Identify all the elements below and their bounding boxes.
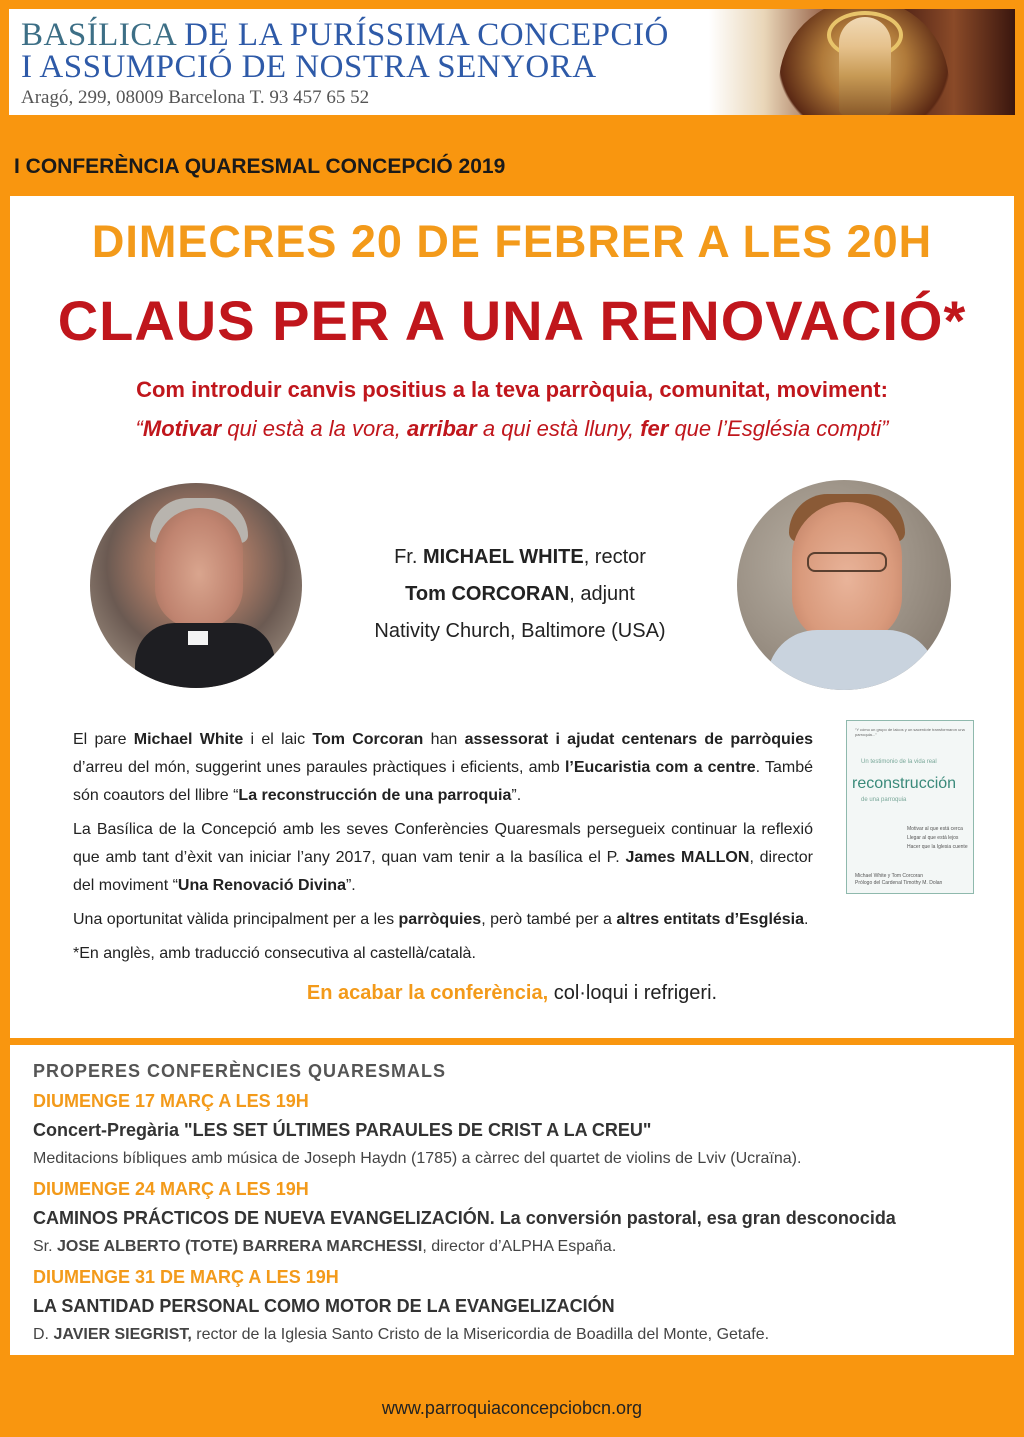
closing-rest: col·loqui i refrigeri.: [548, 982, 718, 1004]
michael-white-photo: [90, 483, 302, 688]
book-cover-title: reconstrucción: [852, 775, 957, 792]
upcoming-item: [33, 1179, 1003, 1256]
bold-text: l’Eucaristia com a centre: [564, 759, 756, 776]
upcoming-title: LA SANTIDAD PERSONAL COMO MOTOR DE LA EVANGELIZACIÓN: [33, 1296, 615, 1316]
speaker1-name: MICHAEL WHITE: [422, 546, 584, 568]
description-paragraph-1: [73, 726, 813, 810]
description-paragraph-3: [73, 906, 903, 934]
text: rector de la Iglesia Santo Cristo de la Misericordia de Boadilla del Monte, Getafe.: [191, 1326, 770, 1343]
virgin-statue-image: [709, 9, 1015, 115]
basilica-name-line1b: DE LA PURÍSSIMA CONCEPCIÓ: [184, 17, 669, 53]
quote-word-fer: fer: [640, 416, 669, 441]
speaker2-role: , adjunt: [569, 583, 635, 605]
text: , però també per a: [481, 911, 617, 928]
event-title: CLAUS PER A UNA RENOVACIÓ*: [57, 289, 967, 352]
upcoming-heading: PROPERES CONFERÈNCIES QUARESMALS: [33, 1061, 447, 1081]
book-cover-kicker: Un testimonio de la vida real: [861, 759, 937, 765]
speaker-church: Nativity Church, Baltimore (USA): [374, 620, 666, 642]
upcoming-title: Concert-Pregària "LES SET ÚLTIMES PARAULES DE CRIST A LA CREU": [33, 1120, 652, 1140]
speaker-line-1: [320, 539, 720, 576]
book-cover-line: Motivar al que está cerca: [907, 826, 963, 832]
speakers-block: [320, 539, 720, 650]
book-cover-image: [846, 720, 974, 894]
closing-note: [10, 982, 1014, 1005]
text: ”.: [345, 877, 356, 894]
book-cover-subtitle: de una parroquia: [861, 797, 907, 803]
text: , director d’ALPHA España.: [422, 1238, 617, 1255]
basilica-name-line1a: BASÍLICA: [21, 17, 185, 53]
quote-word-arribar: arribar: [407, 416, 477, 441]
text: El pare: [73, 731, 134, 748]
text: han: [423, 731, 465, 748]
text: .: [804, 911, 809, 928]
face-shape: [792, 502, 902, 642]
closing-highlight: En acabar la conferència,: [306, 982, 549, 1004]
glasses-shape: [807, 552, 887, 572]
speaker1-prefix: Fr.: [394, 546, 423, 568]
event-quote: [10, 416, 1014, 442]
text: Sr.: [33, 1238, 58, 1255]
book-authors-line: Michael White y Tom Corcoran: [855, 873, 923, 879]
basilica-name: [21, 19, 669, 83]
book-cover-authors: [855, 873, 942, 887]
book-cover-tagline: “Y cómo un grupo de laicos y un sacerdote transformaron una parroquia...”: [855, 727, 965, 737]
book-cover-line: Hacer que la Iglesia cuente: [907, 844, 968, 850]
upcoming-conferences-panel: [10, 1045, 1014, 1355]
event-subtitle: Com introduir canvis positius a la teva parròquia, comunitat, moviment:: [136, 377, 888, 402]
upcoming-title: CAMINOS PRÁCTICOS DE NUEVA EVANGELIZACIÓN. La conversión pastoral, esa gran desconocida: [33, 1208, 896, 1228]
text: La Basílica de la Concepció amb les seves Conferències Quaresmals persegueix continuar la reflexió que amb tant d’èxit van iniciar l’any 2017, quan vam tenir a la basílica el P.: [73, 821, 813, 866]
website-link[interactable]: www.parroquiaconcepciobcn.org: [381, 1398, 643, 1418]
text: ”.: [511, 787, 522, 804]
speaker1-role: , rector: [583, 546, 646, 568]
upcoming-item: [33, 1267, 1003, 1344]
upcoming-date: DIUMENGE 24 MARÇ A LES 19H: [33, 1179, 309, 1199]
series-title: I CONFERÈNCIA QUARESMAL CONCEPCIÓ 2019: [14, 155, 506, 178]
quote-text-1: qui està a la vora,: [221, 416, 408, 441]
upcoming-description: [33, 1238, 1003, 1256]
quote-text-2: a qui està lluny,: [476, 416, 641, 441]
basilica-address: Aragó, 299, 08009 Barcelona T. 93 457 65 52: [21, 87, 370, 108]
text: d’arreu del món, suggerint unes paraules pràctiques i eficients, amb: [73, 759, 565, 776]
name-tom-corcoran: Tom Corcoran: [312, 731, 424, 748]
text: , director del moviment “: [73, 849, 813, 894]
text: D.: [33, 1326, 54, 1343]
movement-name: Una Renovació Divina: [177, 877, 346, 894]
bold-text: parròquies: [398, 911, 482, 928]
text: i el laic: [243, 731, 313, 748]
book-title-text: La reconstrucción de una parroquia: [238, 787, 512, 804]
quote-word-motivar: Motivar: [142, 416, 222, 441]
bold-text: altres entitats d’Església: [616, 911, 805, 928]
quote-open: “: [135, 416, 143, 441]
book-cover-lines: [907, 825, 968, 852]
text: . També són coautors del llibre “: [73, 759, 814, 804]
main-event-panel: [10, 196, 1014, 1038]
upcoming-description: [33, 1326, 1003, 1344]
tom-corcoran-photo: [737, 480, 951, 690]
book-prologue-line: Prólogo del Cardenal Timothy M. Dolan: [855, 880, 943, 886]
description-paragraph-2: [73, 816, 813, 900]
quote-text-3: que l’Església compti”: [668, 416, 889, 441]
upcoming-description: Meditacions bíbliques amb música de Joseph Haydn (1785) a càrrec del quartet de violins de Lviv (Ucraïna).: [33, 1150, 802, 1167]
name-james-mallon: James MALLON: [625, 849, 750, 866]
face-shape: [155, 508, 243, 628]
speaker-line-2: [320, 576, 720, 613]
event-description: [73, 726, 813, 974]
event-date: DIMECRES 20 DE FEBRER A LES 20H: [91, 216, 933, 267]
statue-figure: [839, 17, 891, 115]
bold-text: assessorat i ajudat centenars de parròquies: [464, 731, 814, 748]
name-michael-white: Michael White: [133, 731, 244, 748]
book-cover-line: Llegar al que está lejos: [907, 835, 959, 841]
text: Una oportunitat vàlida principalment per a les: [73, 911, 399, 928]
speaker-name: JAVIER SIEGRIST,: [53, 1326, 192, 1343]
clerical-collar-shape: [188, 631, 208, 645]
speaker-name: JOSE ALBERTO (TOTE) BARRERA MARCHESSI: [57, 1238, 423, 1255]
shirt-shape: [767, 630, 937, 690]
basilica-name-line2: I ASSUMPCIÓ DE NOSTRA SENYORA: [21, 49, 597, 85]
speaker2-name: Tom CORCORAN: [405, 583, 570, 605]
upcoming-item: [33, 1091, 1003, 1168]
header-banner: [9, 9, 1015, 115]
upcoming-date: DIUMENGE 31 DE MARÇ A LES 19H: [33, 1267, 339, 1287]
translation-note: *En anglès, amb traducció consecutiva al castellà/català.: [73, 945, 476, 962]
upcoming-date: DIUMENGE 17 MARÇ A LES 19H: [33, 1091, 309, 1111]
